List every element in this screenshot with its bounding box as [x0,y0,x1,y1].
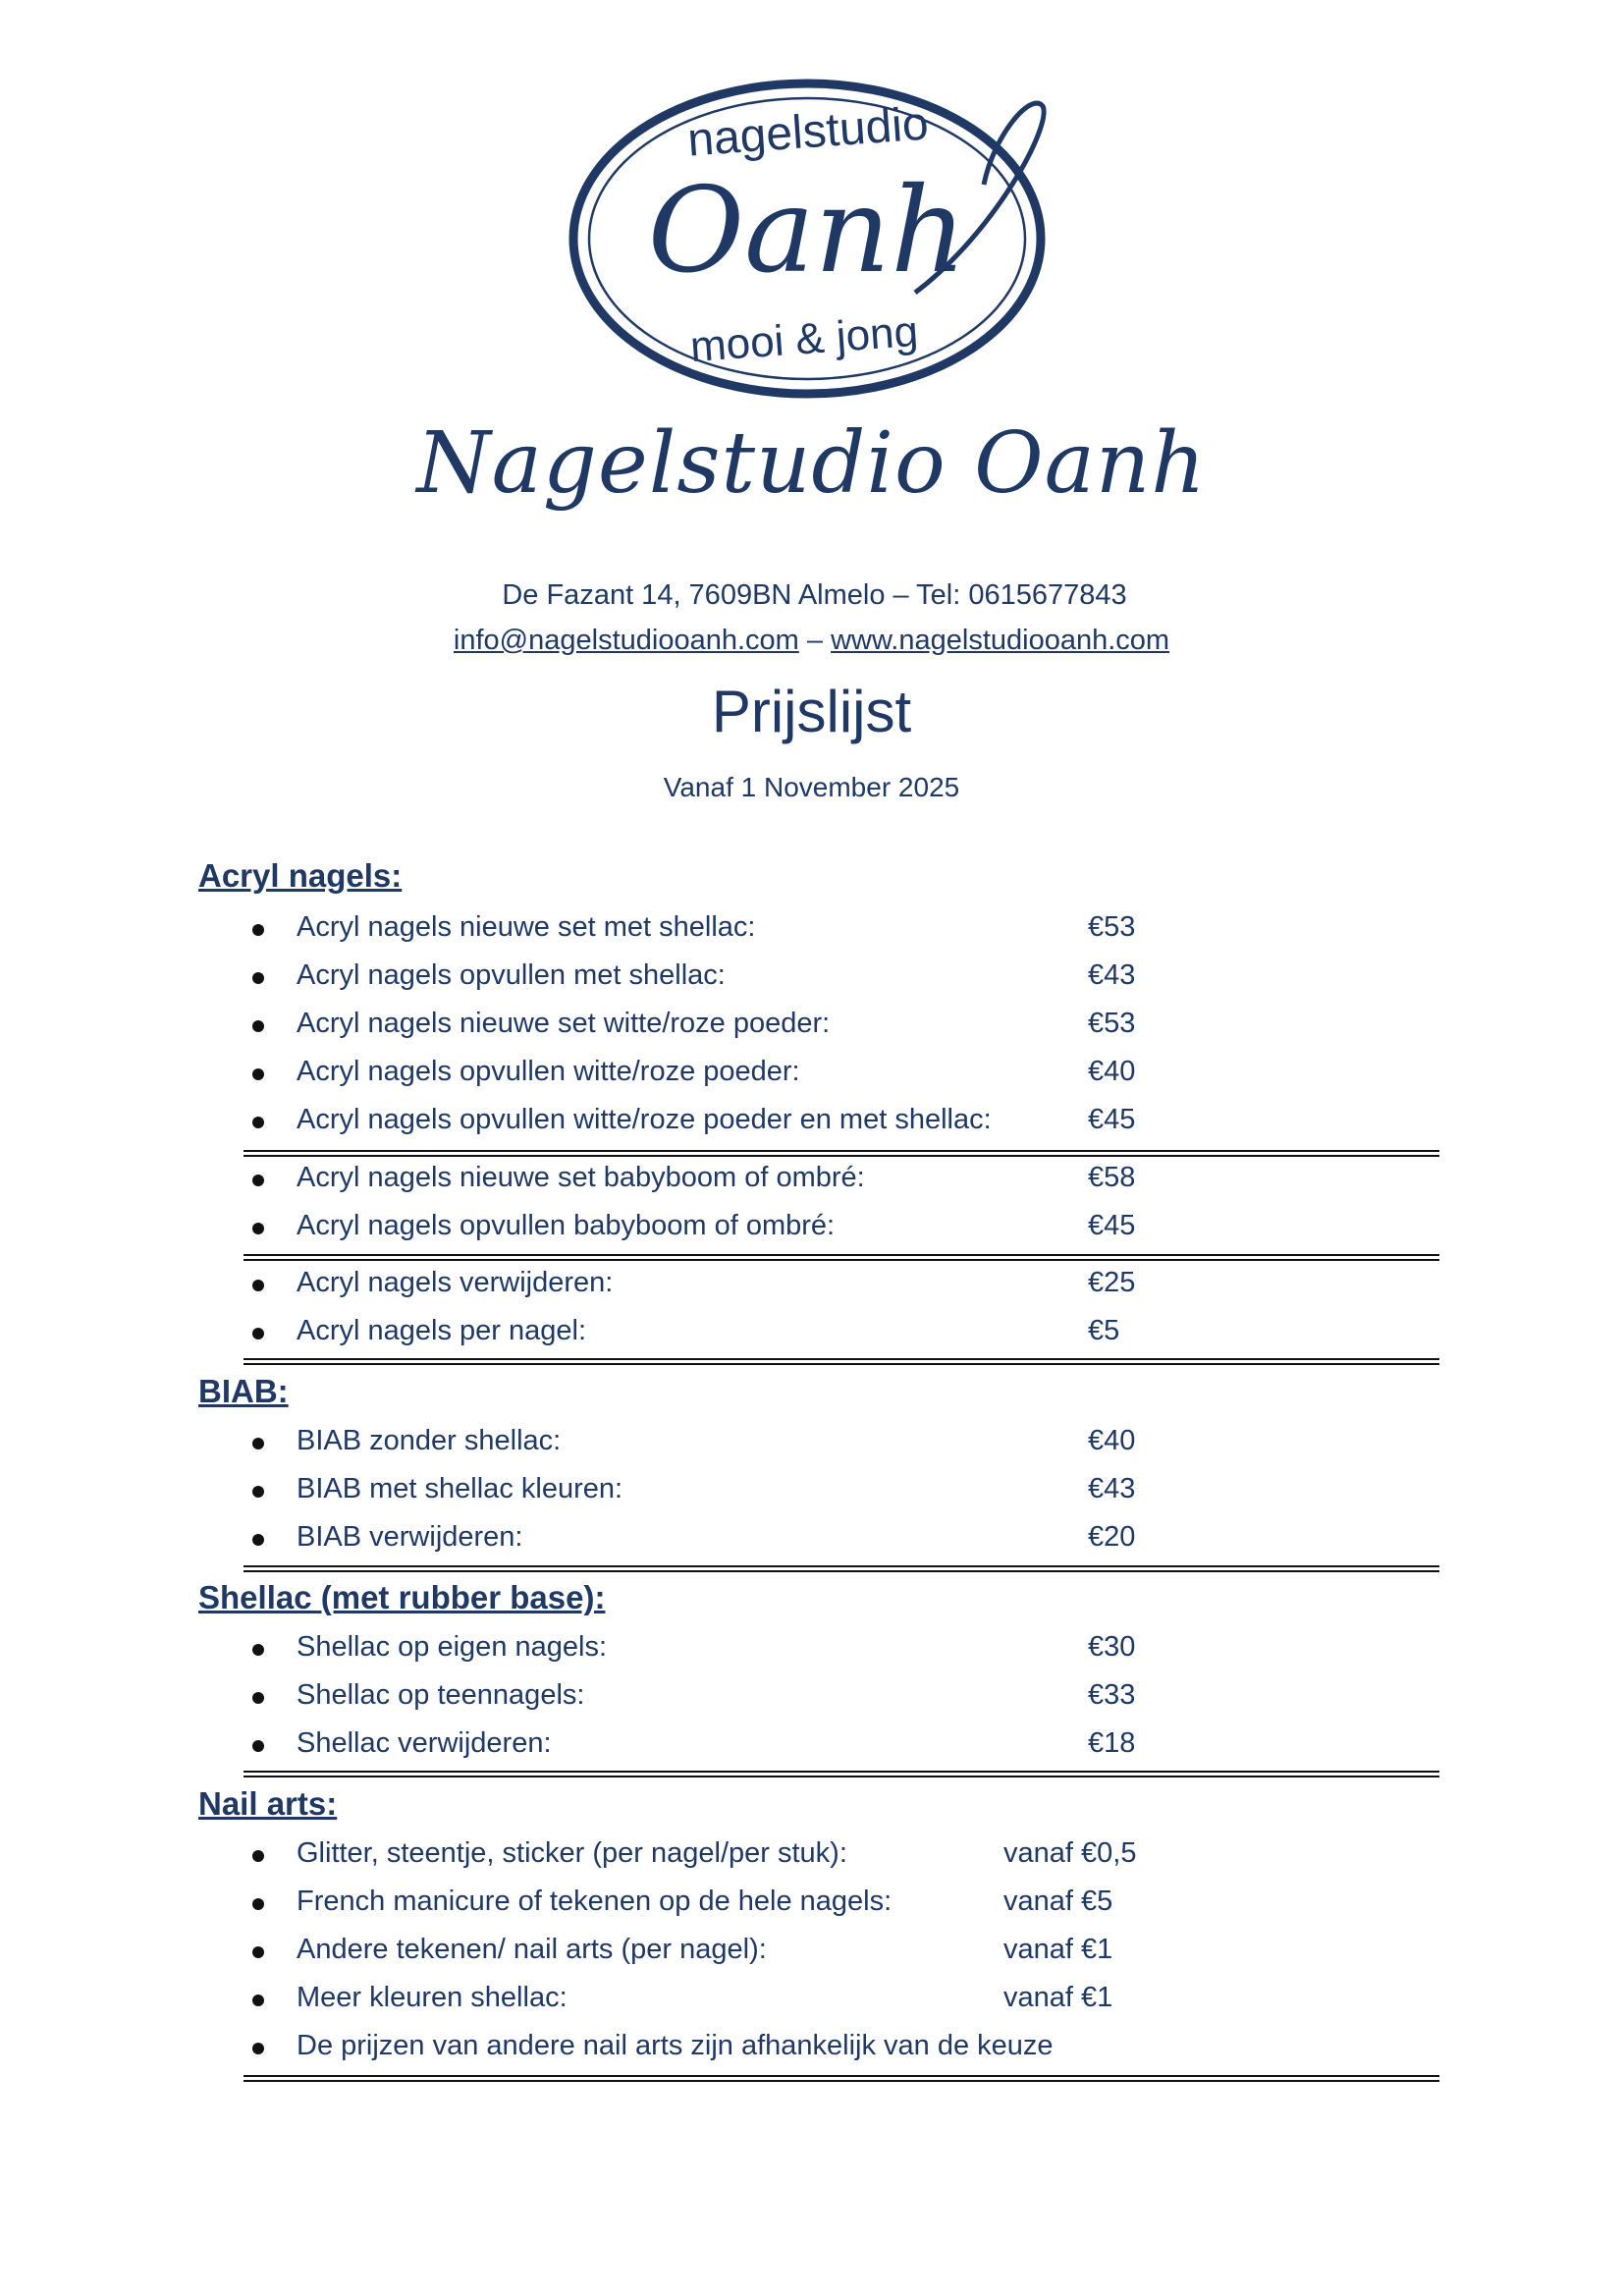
item-price: vanaf €1 [1003,1982,1113,2013]
bullet-icon [252,924,264,936]
logo-bottom-text: mooi & jong [688,306,920,372]
item-price: vanaf €5 [1003,1886,1113,1917]
contact-line [0,625,1623,657]
item-price: €40 [1088,1056,1136,1087]
bullet-icon [252,1946,264,1958]
item-price: €30 [1088,1631,1136,1663]
item-price: €53 [1088,1008,1136,1039]
logo-emblem [562,67,1068,405]
website-link[interactable]: www.nagelstudiooanh.com [831,625,1170,656]
bullet-icon [252,1438,264,1449]
list-item [245,956,1443,999]
bullet-icon [252,1995,264,2006]
item-price: €58 [1088,1162,1136,1193]
item-label: BIAB verwijderen: [297,1521,523,1553]
page-title: Prijslijst [711,679,912,744]
item-price: €45 [1088,1210,1136,1241]
item-label: BIAB zonder shellac: [297,1425,562,1456]
list-item [245,1978,1443,2021]
list-item [245,1469,1443,1512]
item-label: Acryl nagels nieuwe set met shellac: [297,911,756,943]
bullet-icon [252,1534,264,1546]
item-label: Acryl nagels opvullen witte/roze poeder en met shellac: [297,1104,992,1135]
bullet-icon [252,1740,264,1752]
bullet-icon [252,1328,264,1339]
list-item [245,1052,1443,1095]
item-price: €43 [1088,959,1136,991]
item-price: vanaf €1 [1003,1934,1113,1965]
item-price: €33 [1088,1679,1136,1711]
section-title-acryl: Acryl nagels: [198,857,403,894]
item-label: Shellac op teennagels: [297,1679,585,1711]
item-label: Glitter, steentje, sticker (per nagel/per stuk): [297,1837,847,1869]
item-label: Acryl nagels opvullen witte/roze poeder: [297,1056,800,1087]
section-title-biab: BIAB: [198,1373,289,1409]
bullet-icon [252,1850,264,1862]
item-price: €40 [1088,1425,1136,1456]
item-price: vanaf €0,5 [1003,1837,1137,1869]
list-item [245,1833,1443,1877]
item-label: Acryl nagels opvullen babyboom of ombré: [297,1210,836,1241]
list-item [245,1311,1443,1354]
list-item [245,1004,1443,1047]
item-price: €20 [1088,1521,1136,1553]
bullet-icon [252,1486,264,1498]
item-label: Acryl nagels nieuwe set babyboom of ombré: [297,1162,865,1193]
bullet-icon [252,1692,264,1704]
effective-date: Vanaf 1 November 2025 [663,772,960,802]
item-label: Acryl nagels nieuwe set witte/roze poeder: [297,1008,831,1039]
item-label: French manicure of tekenen op de hele nagels: [297,1886,893,1917]
item-label: De prijzen van andere nail arts zijn afhankelijk van de keuze [297,2030,1054,2061]
divider [243,1150,1439,1157]
studio-logo [562,67,1068,405]
bullet-icon [252,1644,264,1656]
item-price: €5 [1088,1315,1120,1346]
logo-name: Oanh [647,163,967,300]
item-label: BIAB met shellac kleuren: [297,1473,623,1504]
list-item [245,1206,1443,1249]
logo-top-text: nagelstudio [685,97,931,167]
bullet-icon [252,1898,264,1910]
bullet-icon [252,1068,264,1080]
divider [243,1358,1439,1365]
bullet-icon [252,1117,264,1128]
item-label: Shellac op eigen nagels: [297,1631,608,1663]
item-price: €18 [1088,1727,1136,1759]
section-title-shellac: Shellac (met rubber base): [198,1579,606,1615]
list-item [245,1930,1443,1973]
item-label: Acryl nagels opvullen met shellac: [297,959,726,991]
bullet-icon [252,1175,264,1186]
list-item [245,907,1443,951]
divider [243,2075,1439,2082]
item-price: €25 [1088,1267,1136,1298]
divider [243,1565,1439,1572]
list-item [245,1421,1443,1464]
list-item [245,1517,1443,1560]
item-price: €53 [1088,911,1136,943]
list-item [245,1882,1443,1925]
bullet-icon [252,1020,264,1032]
item-price: €43 [1088,1473,1136,1504]
item-label: Acryl nagels verwijderen: [297,1267,614,1298]
bullet-icon [252,1223,264,1234]
list-item [245,2026,1443,2069]
contact-separator: – [798,625,832,656]
bullet-icon [252,1280,264,1291]
divider [243,1254,1439,1261]
item-price: €45 [1088,1104,1136,1135]
list-item [245,1263,1443,1306]
address-line: De Fazant 14, 7609BN Almelo – Tel: 0615677843 [502,579,1127,611]
item-label: Andere tekenen/ nail arts (per nagel): [297,1934,767,1965]
list-item [245,1100,1443,1143]
script-title: Nagelstudio Oanh [416,414,1207,513]
list-item [245,1675,1443,1719]
item-label: Meer kleuren shellac: [297,1982,568,2013]
item-label: Acryl nagels per nagel: [297,1315,586,1346]
list-item [245,1158,1443,1201]
section-title-nail-arts: Nail arts: [198,1785,338,1822]
divider [243,1771,1439,1777]
item-label: Shellac verwijderen: [297,1727,552,1759]
list-item [245,1627,1443,1670]
email-link[interactable]: info@nagelstudiooanh.com [453,625,799,656]
bullet-icon [252,2043,264,2054]
bullet-icon [252,972,264,984]
list-item [245,1723,1443,1767]
